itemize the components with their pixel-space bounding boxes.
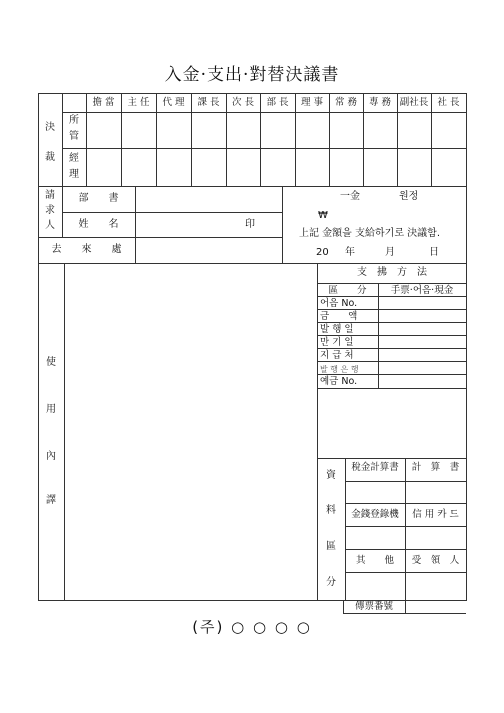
- seal-mark: 印: [245, 219, 255, 230]
- approval-header: 理 事: [300, 97, 324, 108]
- approval-section-label-2: 裁: [45, 152, 55, 163]
- usage-label-3: 內: [46, 451, 56, 462]
- amount-prefix: 一金: [340, 191, 360, 202]
- payment-row-label: 어음 No.: [320, 298, 358, 309]
- approval-header: 課 長: [197, 97, 220, 108]
- materials-item: 稅金計算書: [351, 462, 399, 473]
- approval-header: 常 務: [334, 97, 358, 108]
- source-label: 去 來 處: [51, 244, 122, 255]
- approval-header: 次 長: [231, 97, 255, 108]
- approval-header: 專 務: [368, 97, 392, 108]
- voucher-number-label: 傳票番號: [354, 601, 393, 612]
- month-unit: 月: [385, 247, 395, 258]
- claimant-label-3: 人: [45, 220, 55, 231]
- payment-col-label: 區 分: [328, 285, 367, 296]
- materials-item: 受 領 人: [411, 555, 460, 566]
- approval-header: 副社長: [399, 97, 429, 108]
- payment-row-label: 발 행 은 행: [320, 365, 359, 374]
- document-title: 入金·支出·對替決議書: [164, 65, 340, 85]
- payment-row-label: 발 행 일: [320, 324, 354, 335]
- approval-header: 社 長: [437, 97, 460, 108]
- payment-col-value: 手票·어음·現金: [390, 285, 454, 296]
- approval-row2-label-1: 經: [69, 153, 79, 164]
- day-unit: 日: [429, 247, 439, 258]
- approval-section-label-1: 決: [45, 122, 55, 133]
- approval-row2-label-2: 理: [69, 169, 79, 180]
- payment-row-label: 만 기 일: [320, 337, 354, 348]
- year-prefix: 20: [316, 247, 329, 258]
- approval-row1-label-1: 所: [69, 115, 79, 126]
- payment-header: 支 拂 方 法: [357, 267, 427, 278]
- company-name: (주) ○ ○ ○ ○: [192, 618, 312, 636]
- payment-row-label: 지 급 처: [320, 350, 354, 361]
- materials-label-2: 料: [326, 505, 336, 516]
- materials-label-3: 區: [326, 541, 336, 552]
- won-sign: ₩: [318, 210, 328, 221]
- approval-header: 擔 當: [92, 97, 115, 108]
- materials-item: 金錢登錄機: [351, 509, 399, 520]
- dept-label: 部 書: [78, 193, 119, 204]
- materials-item: 其 他: [355, 555, 394, 566]
- payment-row-label: 금 액: [320, 311, 358, 322]
- claimant-label-2: 求: [45, 205, 55, 216]
- approval-header: 主 任: [127, 97, 150, 108]
- approval-header: 代 理: [162, 97, 185, 108]
- claimant-label-1: 請: [45, 190, 55, 201]
- amount-suffix: 원정: [399, 191, 419, 202]
- usage-label-4: 譯: [46, 495, 56, 506]
- usage-label-2: 用: [46, 404, 56, 415]
- materials-label-1: 資: [326, 470, 336, 481]
- materials-item: 計 算 書: [411, 462, 460, 473]
- resolution-statement: 上記 金額을 支給하기로 決議함.: [299, 228, 441, 239]
- usage-label-1: 使: [46, 357, 56, 368]
- approval-header: 部 長: [266, 97, 289, 108]
- name-label: 姓 名: [78, 219, 119, 230]
- materials-label-4: 分: [326, 577, 336, 588]
- year-unit: 年: [345, 247, 355, 258]
- approval-row1-label-2: 管: [69, 131, 79, 142]
- materials-item: 信 用 카 드: [412, 509, 459, 520]
- payment-row-label: 예금 No.: [320, 376, 358, 387]
